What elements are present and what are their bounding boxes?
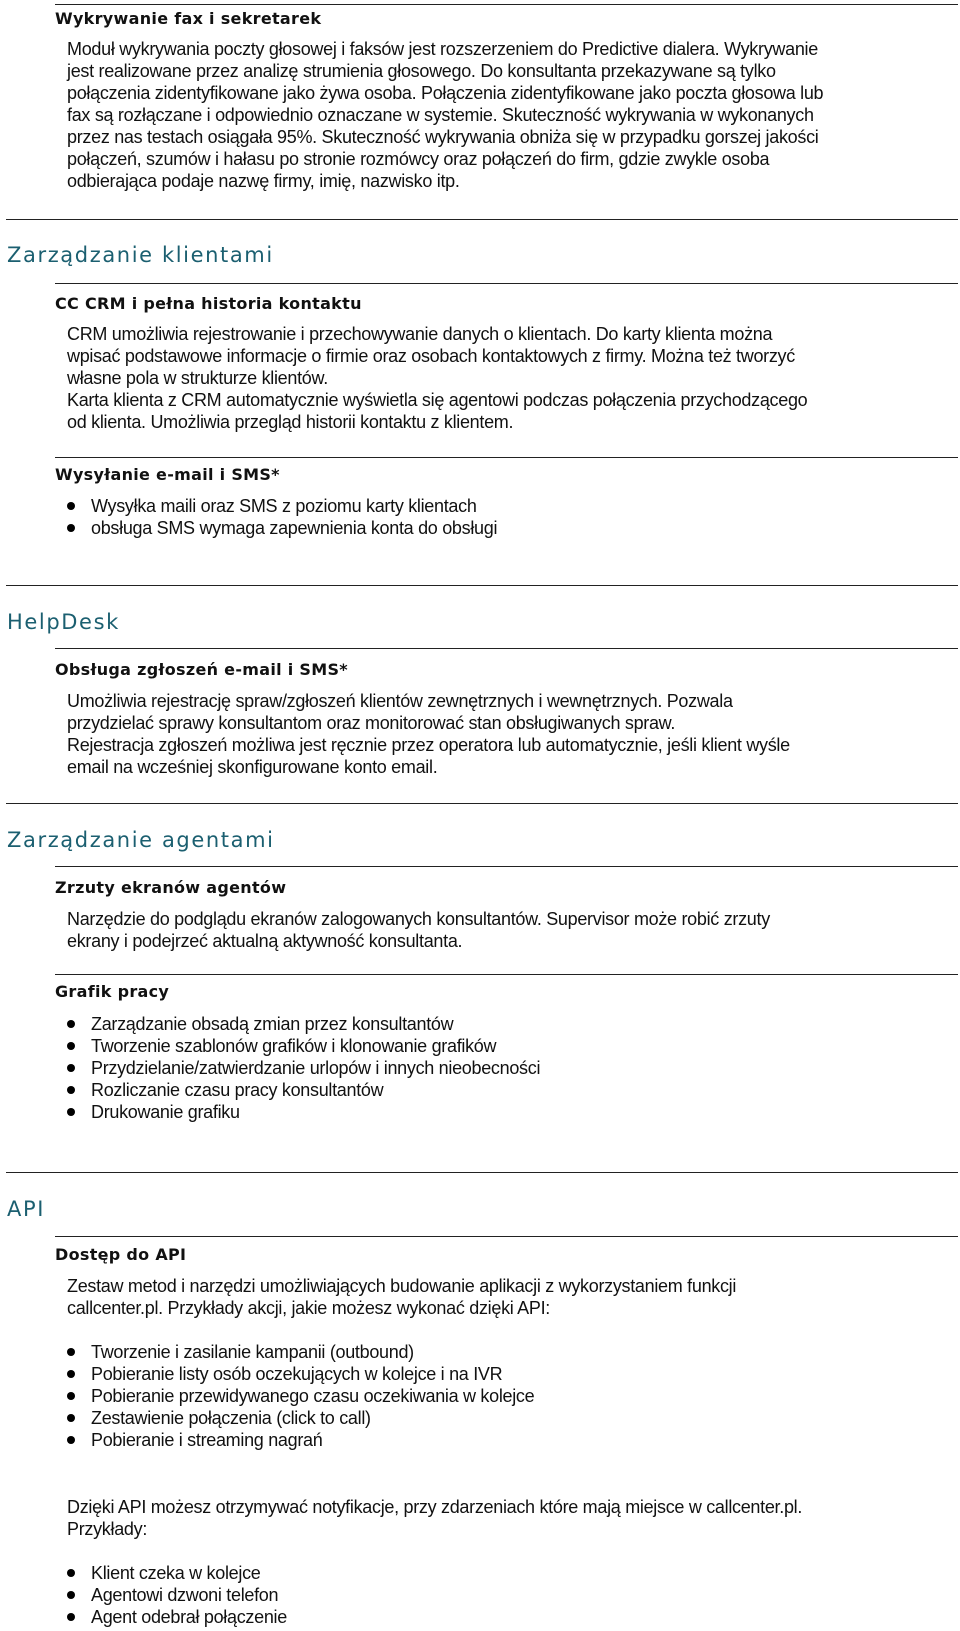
divider	[55, 4, 958, 5]
divider	[55, 1236, 958, 1237]
divider	[55, 648, 958, 649]
tickets-text: Umożliwia rejestrację spraw/zgłoszeń klientów zewnętrznych i wewnętrznych. Pozwala przydzielać sprawy konsultantom oraz monitorować stan obsługiwanych spraw. Rejestracja zgłoszeń możliwa jest ręcznie przez operatora lub automatycznie, jeśli klient wyśle email na wcześniej skonfigurowane konto email.	[67, 691, 790, 777]
screenshots-heading: Zrzuty ekranów agentów	[55, 878, 287, 897]
divider	[55, 866, 958, 867]
list-item: Drukowanie grafiku	[67, 1101, 947, 1123]
bullet-icon	[67, 1370, 75, 1378]
bullet-icon	[67, 524, 75, 532]
bullet-icon	[67, 1042, 75, 1050]
list-item: Klient czeka w kolejce	[67, 1562, 947, 1584]
bullet-icon	[67, 1064, 75, 1072]
bullet-icon	[67, 1348, 75, 1356]
list-item: Zestawienie połączenia (click to call)	[67, 1407, 947, 1429]
divider	[55, 457, 958, 458]
api-notifications-list	[67, 1562, 947, 1628]
section-title-helpdesk: HelpDesk	[7, 610, 120, 634]
list-item: Zarządzanie obsadą zmian przez konsultantów	[67, 1013, 947, 1035]
divider	[55, 974, 958, 975]
list-item: Tworzenie szablonów grafików i klonowanie grafików	[67, 1035, 947, 1057]
email-sms-list	[67, 495, 947, 539]
fax-detection-text: Moduł wykrywania poczty głosowej i faksów jest rozszerzeniem do Predictive dialera. Wykrywanie jest realizowane przez analizę strumienia głosowego. Do konsultanta przekazywane są tylko połączenia zidentyfikowane jako żywa osoba. Połączenia zidentyfikowane jako poczta głosowa lub fax są rozłączane i odpowiednio oznaczane w systemie. Skuteczność wykrywania w wykonanych przez nas testach osiągała 95%. Skuteczność wykrywania obniża się w przypadku gorszej jakości połączeń, szumów i hałasu po stronie rozmówcy oraz połączeń do firm, gdzie zwykle osoba odbierająca podaje nazwę firmy, imię, nazwisko itp.	[67, 39, 824, 191]
bullet-icon	[67, 502, 75, 510]
section-divider	[6, 1172, 958, 1173]
list-item: Agentowi dzwoni telefon	[67, 1584, 947, 1606]
api-access-text: Zestaw metod i narzędzi umożliwiających budowanie aplikacji z wykorzystaniem funkcji callcenter.pl. Przykłady akcji, jakie możesz wykonać dzięki API:	[67, 1276, 737, 1318]
bullet-icon	[67, 1414, 75, 1422]
schedule-list	[67, 1013, 947, 1123]
email-sms-heading: Wysyłanie e-mail i SMS*	[55, 465, 280, 484]
schedule-heading: Grafik pracy	[55, 982, 170, 1001]
section-divider	[6, 219, 958, 220]
list-item: Wysyłka maili oraz SMS z poziomu karty klientach	[67, 495, 947, 517]
bullet-icon	[67, 1108, 75, 1116]
api-actions-list	[67, 1341, 947, 1451]
section-title-api: API	[7, 1197, 46, 1221]
crm-text: CRM umożliwia rejestrowanie i przechowywanie danych o klientach. Do karty klienta można wpisać podstawowe informacje o firmie oraz osobach kontaktowych z firmy. Można też tworzyć własne pola w strukturze klientów. Karta klienta z CRM automatycznie wyświetla się agentowi podczas połączenia przychodzącego od klienta. Umożliwia przegląd historii kontaktu z klientem.	[67, 324, 808, 432]
list-item: Rozliczanie czasu pracy konsultantów	[67, 1079, 947, 1101]
fax-detection-heading: Wykrywanie fax i sekretarek	[55, 9, 322, 28]
list-item: Tworzenie i zasilanie kampanii (outbound)	[67, 1341, 947, 1363]
bullet-icon	[67, 1591, 75, 1599]
bullet-icon	[67, 1392, 75, 1400]
list-item: Pobieranie przewidywanego czasu oczekiwania w kolejce	[67, 1385, 947, 1407]
bullet-icon	[67, 1436, 75, 1444]
list-item: Agent odebrał połączenie	[67, 1606, 947, 1628]
bullet-icon	[67, 1569, 75, 1577]
list-item: Przydzielanie/zatwierdzanie urlopów i innych nieobecności	[67, 1057, 947, 1079]
section-divider	[6, 585, 958, 586]
section-title-agents: Zarządzanie agentami	[7, 828, 275, 852]
list-item: obsługa SMS wymaga zapewnienia konta do obsługi	[67, 517, 947, 539]
section-title-clients: Zarządzanie klientami	[7, 243, 274, 267]
bullet-icon	[67, 1020, 75, 1028]
list-item: Pobieranie listy osób oczekujących w kolejce i na IVR	[67, 1363, 947, 1385]
crm-heading: CC CRM i pełna historia kontaktu	[55, 294, 362, 313]
bullet-icon	[67, 1086, 75, 1094]
bullet-icon	[67, 1613, 75, 1621]
section-divider	[6, 803, 958, 804]
api-access-heading: Dostęp do API	[55, 1245, 187, 1264]
tickets-heading: Obsługa zgłoszeń e-mail i SMS*	[55, 660, 348, 679]
list-item: Pobieranie i streaming nagrań	[67, 1429, 947, 1451]
divider	[55, 283, 958, 284]
api-notifications-text: Dzięki API możesz otrzymywać notyfikacje, przy zdarzeniach które mają miejsce w callcenter.pl. Przykłady:	[67, 1497, 803, 1539]
screenshots-text: Narzędzie do podglądu ekranów zalogowanych konsultantów. Supervisor może robić zrzuty ekrany i podejrzeć aktualną aktywność konsultanta.	[67, 909, 770, 951]
